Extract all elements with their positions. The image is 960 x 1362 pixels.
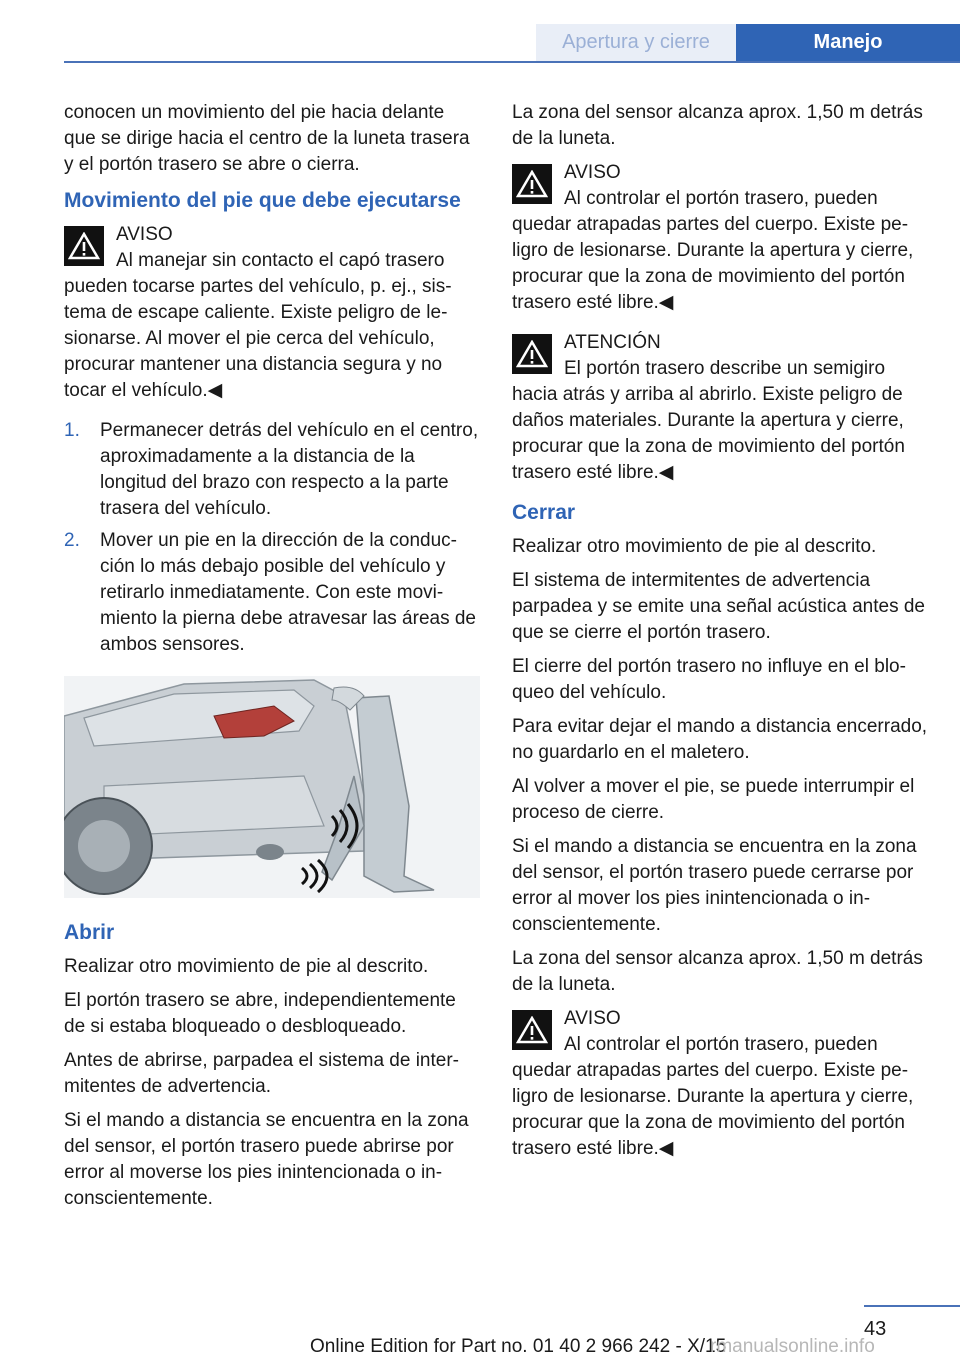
close-paragraph: La zona del sensor alcanza aprox. 1,50 m detrás de la luneta. [512,948,923,995]
warning-title: AVISO [564,1008,621,1029]
intro-paragraph: conocen un movimiento del pie hacia delante que se dirige hacia el centro de la luneta trasera y el portón trasero se abre o cierra. [64,102,470,175]
warning-triangle-icon [512,164,552,204]
close-paragraph: Para evitar dejar el mando a distancia encerrado, no guardarlo en el maletero. [512,716,928,763]
intro-paragraph: La zona del sensor alcanza aprox. 1,50 m detrás de la luneta. [512,102,923,149]
heading-open: Abrir [64,921,115,944]
warning-text: Al manejar sin contacto el capó trasero pueden tocarse partes del vehículo, p. ej., sistema de escape caliente. Existe peligro de lesionarse. Al mover el pie cerca del vehículo, procurar mantener una distancia segura y no tocar el vehículo.◀ [64,250,452,401]
step-number: 1. [64,420,80,441]
warning-box [512,1006,928,1162]
header-rule [64,61,960,63]
warning-title: ATENCIÓN [564,332,661,353]
warning-triangle-icon [512,1010,552,1050]
open-paragraph: Antes de abrirse, parpadea el sistema de intermitentes de advertencia. [64,1050,459,1097]
page-header [0,24,960,62]
edition-note: Online Edition for Part no. 01 40 2 966 242 - X/15 [310,1336,727,1357]
warning-box [512,160,928,316]
close-paragraph: Si el mando a distancia se encuentra en la zona del sensor, el portón trasero puede cerrarse por error al mover los pies inintencionada o inconscientemente. [512,836,917,935]
open-paragraph: El portón trasero se abre, independientemente de si estaba bloqueado o desbloqueado. [64,990,456,1037]
warning-box [64,222,480,404]
warning-text: Al controlar el portón trasero, pueden quedar atrapadas partes del cuerpo. Existe peligro de lesionarse. Durante la apertura y cierre, procurar que la zona de movimiento del portón trasero esté libre.◀ [512,188,914,313]
watermark-text: rmanualsonline.info [710,1336,875,1357]
steps-list [64,418,480,658]
warning-title: AVISO [116,224,173,245]
close-paragraph: Al volver a mover el pie, se puede interrumpir el proceso de cierre. [512,776,915,823]
warning-text: El portón trasero describe un semigiro hacia atrás y arriba al abrirlo. Existe peligro de daños materiales. Durante la apertura y cierre, procurar que la zona de movimiento del portón trasero esté libre.◀ [512,358,905,483]
close-paragraph: El sistema de intermitentes de advertencia parpadea y se emite una señal acústica antes de que se cierre el portón trasero. [512,570,925,643]
warning-triangle-icon [64,226,104,266]
list-item [64,528,480,658]
left-column [64,100,480,1220]
open-paragraph: Si el mando a distancia se encuentra en la zona del sensor, el portón trasero puede abrirse por error al moverse los pies inintencionada o inconscientemente. [64,1110,469,1209]
chapter-tab: Manejo [736,24,960,61]
heading-close: Cerrar [512,501,576,524]
warning-title: AVISO [564,162,621,183]
page-number: 43 [864,1318,887,1340]
list-item [64,418,480,522]
car-rear-foot-sensor-illustration [64,676,480,898]
warning-triangle-icon [512,334,552,374]
step-text: Mover un pie en la dirección de la conducción lo más debajo posible del vehículo y retirarlo inmediatamente. Con este movimiento la pierna debe atravesar las áreas de ambos sensores. [100,530,477,655]
open-paragraph: Realizar otro movimiento de pie al descrito. [64,956,429,977]
section-tab: Apertura y cierre [536,24,736,61]
close-paragraph: El cierre del portón trasero no influye en el bloqueo del vehículo. [512,656,906,703]
close-paragraph: Realizar otro movimiento de pie al descrito. [512,536,877,557]
right-column [512,100,928,1176]
page-footer [0,1300,960,1362]
step-text: Permanecer detrás del vehículo en el centro, aproximadamente a la distancia de la longitud del brazo con respecto a la parte trasera del vehículo. [100,420,479,519]
heading-foot-movement: Movimiento del pie que debe ejecutarse [64,189,461,212]
warning-text: Al controlar el portón trasero, pueden quedar atrapadas partes del cuerpo. Existe peligro de lesionarse. Durante la apertura y cierre, procurar que la zona de movimiento del portón trasero esté libre.◀ [512,1034,914,1159]
footer-rule [864,1305,960,1307]
step-number: 2. [64,530,80,551]
warning-box [512,330,928,486]
